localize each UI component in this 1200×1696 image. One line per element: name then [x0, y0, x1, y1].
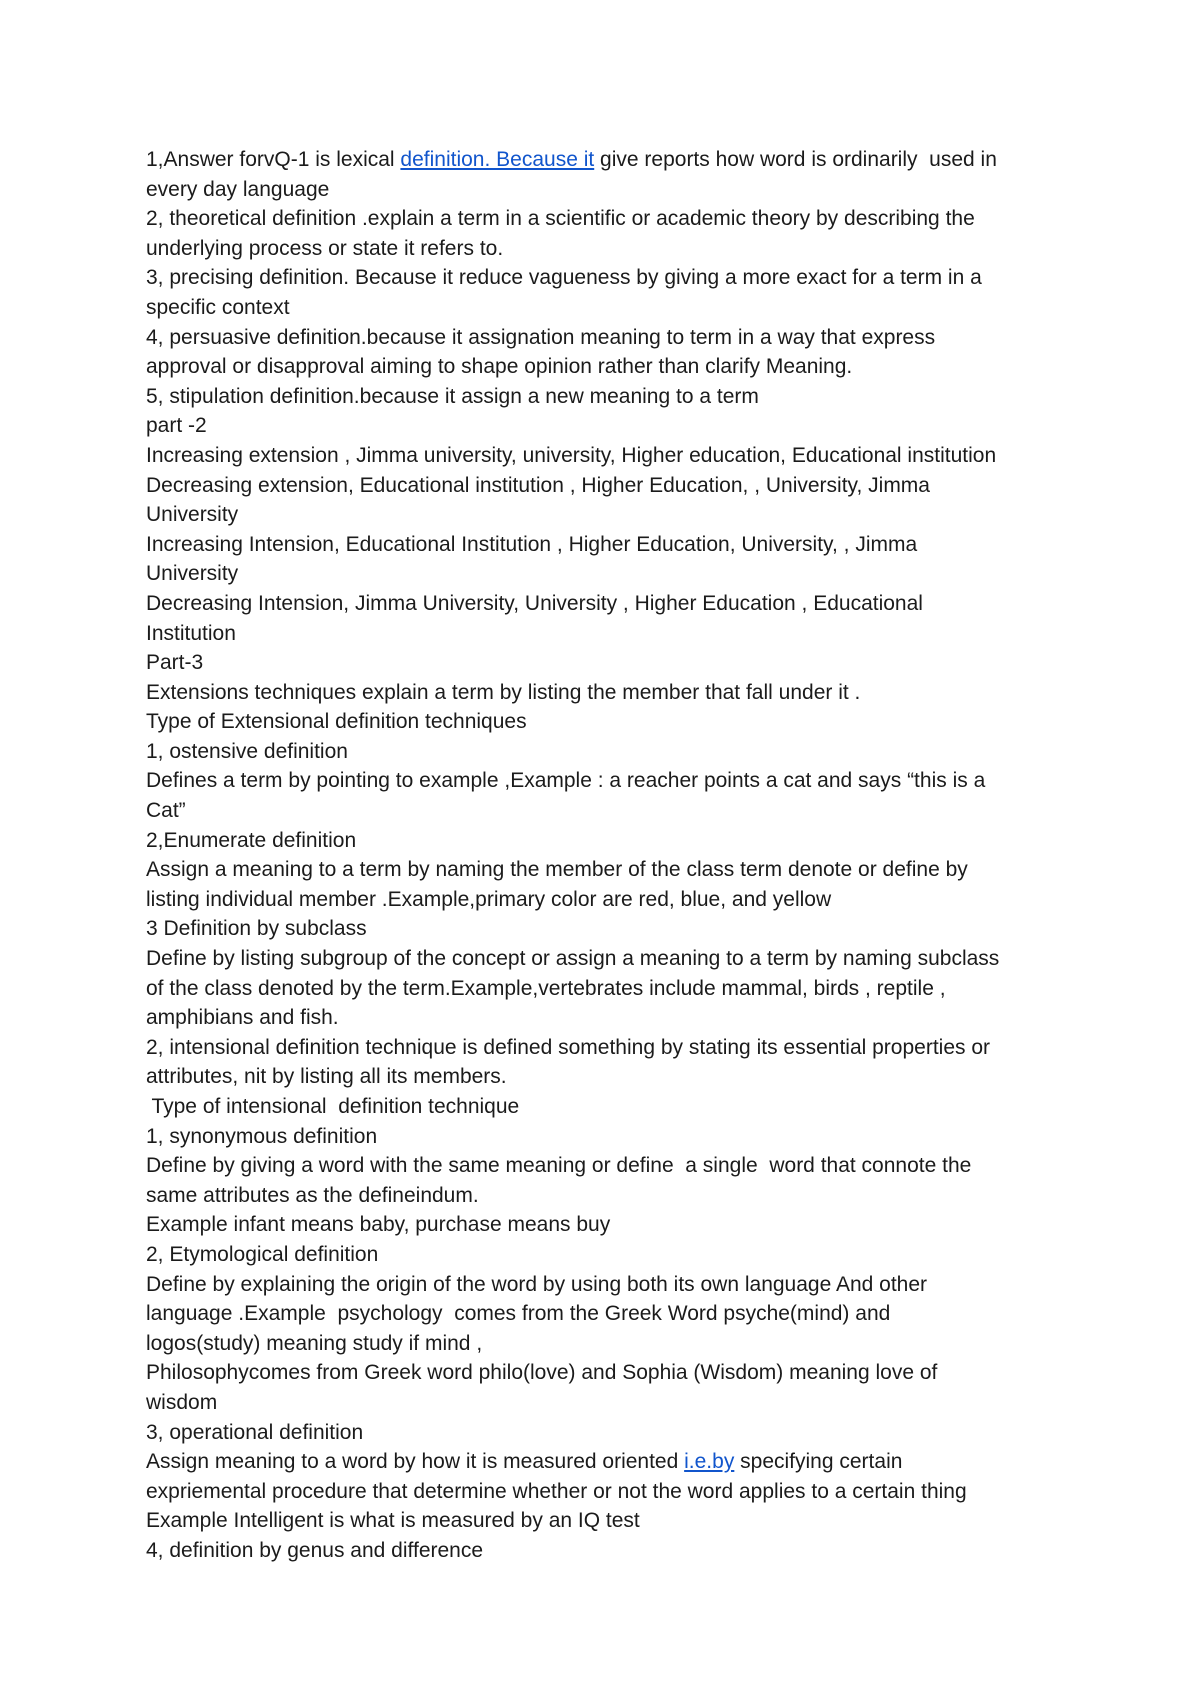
text-line: [146, 293, 1066, 323]
line-text: 2, Etymological definition: [146, 1242, 379, 1266]
text-line: [146, 1299, 1066, 1329]
text-line: [146, 974, 1066, 1004]
text-line: [146, 1210, 1066, 1240]
line-text: Cat”: [146, 799, 186, 823]
line-text: University: [146, 503, 239, 527]
text-line: [146, 1240, 1066, 1270]
line-text: specific context: [146, 295, 290, 319]
line-text: 3 Definition by subclass: [146, 917, 367, 941]
line-text: Define by listing subgroup of the concept or assign a meaning to a term by naming subclass: [146, 947, 1000, 971]
text-line: [146, 1003, 1066, 1033]
line-text: wisdom: [146, 1390, 218, 1414]
line-text: University: [146, 562, 239, 586]
line-text: underlying process or state it refers to.: [146, 236, 504, 260]
text-line: [146, 263, 1066, 293]
line-text: Example Intelligent is what is measured by an IQ test: [146, 1509, 640, 1533]
text-line: [146, 352, 1066, 382]
text-line: [146, 855, 1066, 885]
document-body: [146, 145, 1066, 1566]
line-text: Type of Extensional definition techniques: [146, 710, 527, 734]
text-line: [146, 441, 1066, 471]
text-line: [146, 1062, 1066, 1092]
text-line: [146, 678, 1066, 708]
line-text: 2, theoretical definition .explain a term in a scientific or academic theory by describing the: [146, 207, 975, 231]
line-text: 3, precising definition. Because it reduce vagueness by giving a more exact for a term in a: [146, 266, 982, 290]
text-line: [146, 796, 1066, 826]
line-text: Increasing Intension, Educational Institution , Higher Education, University, , Jimma: [146, 532, 918, 556]
line-text: Type of intensional definition technique: [146, 1095, 520, 1118]
text-line: [146, 471, 1066, 501]
line-text: 1,Answer forvQ-1 is lexical: [146, 148, 401, 171]
text-line: [146, 1388, 1066, 1418]
line-text: Define by giving a word with the same meaning or define a single word that connote the: [146, 1154, 972, 1178]
text-line: [146, 648, 1066, 678]
line-text: Assign meaning to a word by how it is measured oriented: [146, 1450, 685, 1474]
line-text-continued: specifying certain: [734, 1450, 903, 1474]
line-text: 2, intensional definition technique is defined something by stating its essential properties or: [146, 1035, 991, 1059]
line-text: 4, persuasive definition.because it assignation meaning to term in a way that express: [146, 325, 936, 349]
line-text: 1, ostensive definition: [146, 739, 348, 763]
line-text: same attributes as the defineindum.: [146, 1183, 479, 1207]
line-text: logos(study) meaning study if mind ,: [146, 1331, 483, 1355]
line-text: 5, stipulation definition.because it assign a new meaning to a term: [146, 384, 759, 408]
text-line: [146, 619, 1066, 649]
text-line: [146, 1506, 1066, 1536]
text-line: [146, 175, 1066, 205]
text-line: [146, 234, 1066, 264]
line-text: part -2: [146, 414, 207, 438]
line-text: Philosophycomes from Greek word philo(love) and Sophia (Wisdom) meaning love of: [146, 1361, 938, 1385]
hyperlink[interactable]: definition. Because it: [400, 148, 595, 171]
line-text: expriemental procedure that determine whether or not the word applies to a certain thing: [146, 1479, 967, 1503]
text-line: [146, 1536, 1066, 1566]
line-text: approval or disapproval aiming to shape opinion rather than clarify Meaning.: [146, 355, 853, 379]
text-line: [146, 944, 1066, 974]
line-text: Increasing extension , Jimma university, university, Higher education, Educational institution: [146, 443, 997, 467]
text-line: [146, 1477, 1066, 1507]
text-line: [146, 382, 1066, 412]
line-text-continued: give reports how word is ordinarily used in: [594, 148, 997, 171]
line-text: 3, operational definition: [146, 1420, 364, 1444]
line-text: every day language: [146, 177, 330, 201]
line-text: Part-3: [146, 651, 204, 675]
text-line: [146, 500, 1066, 530]
text-line: [146, 1418, 1066, 1448]
line-text: 1, synonymous definition: [146, 1124, 378, 1148]
text-line: [146, 1447, 1066, 1477]
text-line: [146, 737, 1066, 767]
line-text: Define by explaining the origin of the word by using both its own language And other: [146, 1272, 928, 1296]
text-line: [146, 707, 1066, 737]
line-text: Decreasing extension, Educational institution , Higher Education, , University, Jimma: [146, 473, 930, 497]
text-line: [146, 1329, 1066, 1359]
text-line: [146, 885, 1066, 915]
text-line: [146, 1122, 1066, 1152]
text-line: [146, 826, 1066, 856]
line-text: Assign a meaning to a term by naming the member of the class term denote or define by: [146, 858, 968, 882]
line-text: Defines a term by pointing to example ,Example : a reacher points a cat and says “this is a: [146, 769, 986, 793]
line-text: 4, definition by genus and difference: [146, 1538, 484, 1562]
line-text: Institution: [146, 621, 236, 645]
text-line: [146, 530, 1066, 560]
line-text: Example infant means baby, purchase means buy: [146, 1213, 611, 1237]
line-text: of the class denoted by the term.Example,vertebrates include mammal, birds , reptile ,: [146, 976, 946, 1000]
text-line: [146, 1033, 1066, 1063]
line-text: Extensions techniques explain a term by listing the member that fall under it .: [146, 680, 861, 704]
text-line: [146, 1358, 1066, 1388]
text-line: [146, 1151, 1066, 1181]
line-text: amphibians and fish.: [146, 1006, 339, 1030]
line-text: 2,Enumerate definition: [146, 828, 357, 852]
hyperlink[interactable]: i.e.by: [684, 1450, 735, 1474]
text-line: [146, 1270, 1066, 1300]
text-line: [146, 204, 1066, 234]
text-line: [146, 411, 1066, 441]
line-text: Decreasing Intension, Jimma University, University , Higher Education , Educational: [146, 591, 923, 615]
text-line: [146, 914, 1066, 944]
text-line: [146, 766, 1066, 796]
text-line: [146, 589, 1066, 619]
text-line: [146, 1181, 1066, 1211]
text-line: [146, 559, 1066, 589]
line-text: listing individual member .Example,primary color are red, blue, and yellow: [146, 887, 832, 911]
text-line: [146, 1092, 1066, 1122]
line-text: language .Example psychology comes from the Greek Word psyche(mind) and: [146, 1302, 891, 1326]
text-line: [146, 323, 1066, 353]
line-text: attributes, nit by listing all its members.: [146, 1065, 507, 1089]
text-line: [146, 145, 1066, 175]
